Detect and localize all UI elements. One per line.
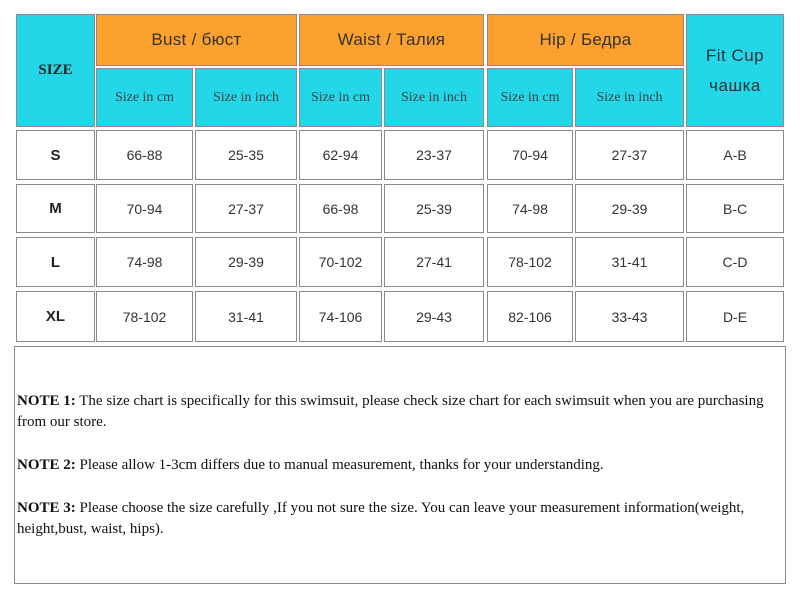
- table-cell: 25-39: [384, 184, 484, 233]
- table-cell: 25-35: [195, 130, 297, 180]
- note-label: NOTE 3:: [17, 500, 76, 516]
- table-cell: 78-102: [487, 237, 573, 287]
- note-text: Please allow 1-3cm differs due to manual measurement, thanks for your understanding.: [75, 457, 604, 473]
- table-cell: 33-43: [575, 291, 684, 342]
- bust-header: Bust / бюст: [96, 14, 297, 66]
- note-2: [17, 455, 777, 476]
- bust-cm-subheader: Size in cm: [96, 68, 193, 127]
- row-size-label: S: [16, 130, 95, 180]
- table-cell: 27-37: [195, 184, 297, 233]
- table-cell: 31-41: [195, 291, 297, 342]
- row-size-label: L: [16, 237, 95, 287]
- row-size-label: M: [16, 184, 95, 233]
- fit-cup-label: Fit Cup: [705, 45, 765, 65]
- size-header: SIZE: [16, 14, 95, 127]
- table-cell: D-E: [686, 291, 784, 342]
- table-cell: 27-41: [384, 237, 484, 287]
- table-cell: 62-94: [299, 130, 382, 180]
- table-cell: 29-39: [195, 237, 297, 287]
- note-3: [17, 498, 777, 540]
- bust-inch-subheader: Size in inch: [195, 68, 297, 127]
- cup-label-ru: чашка: [709, 75, 761, 95]
- table-cell: B-C: [686, 184, 784, 233]
- table-cell: 74-106: [299, 291, 382, 342]
- table-cell: 23-37: [384, 130, 484, 180]
- table-cell: 74-98: [96, 237, 193, 287]
- note-1: [17, 391, 777, 433]
- note-label: NOTE 2:: [17, 457, 76, 473]
- fit-cup-header: [686, 14, 784, 127]
- notes-box: [14, 346, 786, 584]
- table-cell: 29-43: [384, 291, 484, 342]
- table-cell: A-B: [686, 130, 784, 180]
- note-text: Please choose the size carefully ,If you not sure the size. You can leave your measurement information(weight, height,bust, waist, hips).: [17, 500, 745, 537]
- table-cell: 70-94: [487, 130, 573, 180]
- waist-inch-subheader: Size in inch: [384, 68, 484, 127]
- table-cell: 31-41: [575, 237, 684, 287]
- hip-inch-subheader: Size in inch: [575, 68, 684, 127]
- table-cell: 66-88: [96, 130, 193, 180]
- row-size-label: XL: [16, 291, 95, 342]
- waist-cm-subheader: Size in cm: [299, 68, 382, 127]
- table-cell: 82-106: [487, 291, 573, 342]
- table-cell: 66-98: [299, 184, 382, 233]
- table-cell: 74-98: [487, 184, 573, 233]
- table-cell: 70-94: [96, 184, 193, 233]
- note-text: The size chart is specifically for this swimsuit, please check size chart for each swimsuit when you are purchasing from our store.: [17, 393, 764, 430]
- table-cell: 78-102: [96, 291, 193, 342]
- waist-header: Waist / Талия: [299, 14, 484, 66]
- table-cell: C-D: [686, 237, 784, 287]
- table-cell: 27-37: [575, 130, 684, 180]
- hip-cm-subheader: Size in cm: [487, 68, 573, 127]
- table-cell: 70-102: [299, 237, 382, 287]
- hip-header: Hip / Бедра: [487, 14, 684, 66]
- notes-text: [17, 391, 777, 562]
- table-cell: 29-39: [575, 184, 684, 233]
- note-label: NOTE 1:: [17, 393, 76, 409]
